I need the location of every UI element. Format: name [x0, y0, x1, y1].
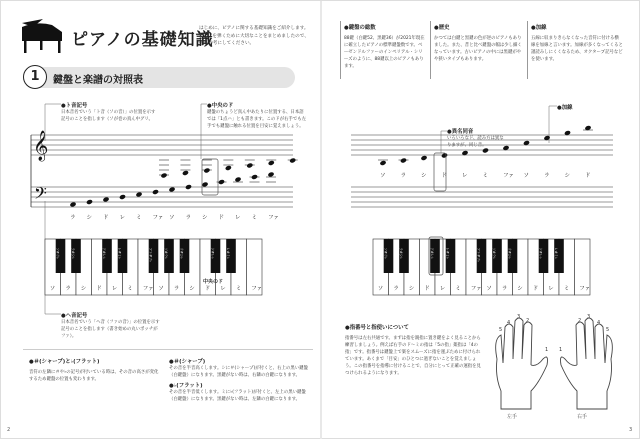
- finger-number: 2: [578, 318, 582, 324]
- note-label: ド: [441, 173, 448, 179]
- note-label: ソ: [169, 215, 175, 221]
- fingering-title: ●指番号と指使いについて: [345, 325, 409, 331]
- white-key-label: レ: [220, 286, 226, 292]
- note-label: ド: [103, 215, 109, 221]
- accidentals-box: [29, 357, 161, 383]
- note-label: ミ: [136, 215, 142, 221]
- middle-c-highlight: [202, 159, 218, 195]
- black-key-label: ファ#ソ♭: [148, 247, 153, 263]
- ledger-label: ●加線: [557, 105, 573, 111]
- bass-note: [86, 199, 93, 205]
- bass-note: [152, 189, 159, 195]
- bass-note: [234, 177, 241, 183]
- black-key-label: レ#ミ♭: [117, 247, 122, 259]
- note-label: ラ: [70, 215, 76, 221]
- bass-note: [119, 194, 126, 200]
- white-key-label: ソ: [377, 286, 384, 292]
- treble-title: ●ト音記号: [61, 103, 88, 109]
- finger-number: 4: [507, 320, 511, 326]
- accidentals-title: ●＃(シャープ)と♭(フラット): [29, 359, 100, 365]
- same-sound-title: ●異名同音: [447, 129, 474, 135]
- black-key-label: ド#レ♭: [538, 247, 543, 259]
- note-label: レ: [119, 215, 126, 221]
- white-key-label: ソ: [158, 286, 164, 292]
- flat-title: ●♭(フラット): [169, 383, 203, 389]
- notes: [69, 125, 593, 207]
- note-label: シ: [86, 215, 93, 221]
- accidentals-rule: [23, 349, 313, 350]
- intro-text: はじめに、ピアノに関する基礎知識をご紹介します。ピアノを弾くために大切なことをまとめましたので、ぜひ参考にしてください。: [199, 26, 309, 46]
- treble-note: [379, 160, 386, 166]
- white-key-label: ファ: [251, 286, 263, 292]
- white-key-label: シ: [517, 286, 523, 292]
- sharp-title: ●＃(シャープ): [169, 359, 206, 365]
- bass-note: [69, 202, 76, 208]
- black-key-label: ソ#ラ♭: [164, 247, 169, 259]
- fingering-box: [345, 323, 481, 377]
- bass-text: 日本音名でいう「ヘ音（ファの音）」の位置を示す記号のことを指します（書き始めの丸いポッチがファ）。: [61, 320, 160, 339]
- bass-title: ●ヘ音記号: [61, 313, 88, 319]
- right-hand-label: 右手: [577, 414, 588, 420]
- middle-c-text: 鍵盤のちょうど真ん中あたりに位置する、日本語では「1点ハ」とも書きます。このドが右手でも左手でも鍵盤に触れる位置を目安に覚えましょう。: [207, 110, 307, 129]
- sharp-box: [169, 357, 311, 403]
- finger-number: 5: [606, 327, 610, 333]
- sharp-text: その音を半音高くします。シに＃(シャープ)が付くと、右上の黒い鍵盤（白鍵盤）になります。黒鍵がない時は、右隣の白鍵になります。: [169, 366, 308, 378]
- treble-text: 日本音名でいう「ト音（ソの音）」の位置を示す記号のことを指します（ソが巻の真ん中グリ。: [61, 110, 156, 122]
- black-key-label: ド#レ♭: [430, 247, 435, 259]
- note-label: レ: [235, 215, 241, 221]
- black-key-label: ラ#シ♭: [399, 247, 404, 259]
- black-key-label: ラ#シ♭: [71, 247, 76, 259]
- page-title: ピアノの基礎知識: [71, 30, 214, 50]
- note-label: ファ: [268, 215, 279, 221]
- info-ledger-title: ●加線: [531, 25, 547, 31]
- white-key-label: ミ: [563, 286, 570, 292]
- note-labels: [70, 172, 591, 221]
- treble-note: [268, 160, 275, 166]
- white-key-label: ラ: [501, 286, 508, 292]
- white-key-label: ソ: [486, 286, 492, 292]
- bass-note: [251, 174, 258, 180]
- treble-note: [246, 163, 253, 169]
- note-label: ラ: [400, 173, 407, 179]
- keyboard-left: [45, 239, 262, 295]
- finger-number: 4: [597, 320, 601, 326]
- treble-note: [400, 158, 407, 164]
- white-key-label: ド: [204, 286, 211, 292]
- note-label: ソ: [523, 173, 530, 179]
- black-key-label: ド#レ♭: [102, 247, 107, 259]
- note-label: シ: [202, 215, 208, 221]
- note-label: ファ: [503, 173, 514, 179]
- white-key-label: ラ: [393, 286, 399, 292]
- info-ledger-text: 五線に収まりきらなくなった音符に付ける横線を加線と言います。加線が多くなってくると譜読みしにくくなるため、オクターブ記号などを使います。: [531, 36, 623, 62]
- treble-clef-icon: 𝄞: [33, 131, 49, 161]
- white-key-label: シ: [80, 286, 87, 292]
- white-key-label: シ: [189, 286, 195, 292]
- white-key-label: レ: [111, 286, 118, 292]
- black-key-label: ラ#シ♭: [507, 247, 512, 259]
- info-keys-title: ●鍵盤の総数: [344, 25, 376, 31]
- treble-note: [160, 173, 167, 179]
- black-key-label: レ#ミ♭: [554, 247, 559, 259]
- note-label: ド: [218, 215, 225, 221]
- leader-line: [201, 104, 207, 159]
- black-key-label: ソ#ラ♭: [492, 247, 497, 259]
- white-key-label: ミ: [455, 286, 461, 292]
- treble-note: [225, 165, 232, 171]
- note-label: ミ: [482, 173, 489, 179]
- white-key-label: ド: [96, 286, 102, 292]
- right-hand-outline: [561, 318, 613, 409]
- black-key-label: レ#ミ♭: [445, 247, 450, 259]
- page-number-right: 3: [629, 427, 633, 433]
- enharmonic-highlight: [434, 153, 446, 191]
- bass-note: [201, 182, 208, 188]
- middle-c-key-label: 中央のド: [203, 279, 224, 285]
- finger-number: 1: [545, 347, 549, 353]
- white-key-label: ミ: [235, 286, 242, 292]
- middle-c-title: ●中央のド: [207, 103, 234, 109]
- white-key-label: ラ: [173, 286, 180, 292]
- finger-number: 2: [526, 318, 530, 324]
- note-label: シ: [564, 173, 571, 179]
- bass-note: [218, 179, 225, 185]
- black-key-label: ド#レ♭: [210, 247, 215, 259]
- same-sound-text: いろいろなド、読み方は異なりますが、同じ音。: [447, 136, 504, 148]
- section-number: 1: [23, 65, 47, 89]
- finger-number: 1: [559, 347, 563, 353]
- bass-note: [267, 172, 274, 178]
- treble-note: [182, 170, 189, 176]
- treble-note: [420, 155, 427, 161]
- bass-clef-icon: 𝄢: [34, 183, 47, 207]
- finger-number: 3: [517, 314, 521, 320]
- black-key-label: ラ#シ♭: [179, 247, 184, 259]
- white-key-label: ファ: [470, 286, 482, 292]
- bass-note: [185, 184, 192, 190]
- info-history-title: ●歴史: [434, 25, 450, 31]
- white-key-label: ファ: [142, 286, 154, 292]
- white-key-label: ソ: [49, 286, 56, 292]
- info-history-text: かつては白鍵と黒鍵の色が逆のピアノもありました。また、昔と比べ鍵盤の幅は少し細くなっています。古いピアノの中には黒鍵がやや狭いタイプもあります。: [434, 36, 522, 62]
- white-key-label: シ: [408, 286, 415, 292]
- treble-note: [441, 153, 448, 159]
- note-label: ラ: [185, 215, 192, 221]
- black-key-label: ソ#ラ♭: [55, 247, 60, 259]
- section-title: 鍵盤と楽譜の対照表: [53, 75, 143, 86]
- white-key-label: レ: [548, 286, 554, 292]
- white-key-label: ド: [424, 286, 430, 292]
- keyboard-right: [373, 237, 590, 295]
- bass-note: [135, 192, 142, 198]
- page-number-left: 2: [7, 427, 11, 433]
- bass-note: [102, 197, 109, 203]
- fingering-text: 指番号は左右共通です。まずは指を親指に置き鍵をよく見ることから練習しましょう。例えば右手のド〜ミの指は「5の指」薬指は「4の指」です。指番号は鍵盤上で楽をスムーズに指を運ぶために付けられています。あくまで「目安」のひとつに過ぎないことを覚えましょう。この指番号を指導に付けることで、自分にとって正確の運指を見つけられるようになります。: [345, 336, 481, 376]
- white-key-label: ラ: [65, 286, 71, 292]
- treble-note: [482, 148, 489, 154]
- white-key-label: ファ: [579, 286, 591, 292]
- treble-note: [203, 168, 210, 174]
- black-key-label: ソ#ラ♭: [383, 247, 388, 259]
- note-label: シ: [421, 173, 427, 179]
- accidentals-text: 音符の左隣に＃や♭の記号が付いている時は、その音の高さが変化するため鍵盤の位置も変わります。: [29, 370, 159, 382]
- hands-illustration: [487, 309, 621, 419]
- left-hand-label: 左手: [507, 414, 518, 420]
- black-key-label: レ#ミ♭: [226, 247, 231, 259]
- treble-note: [289, 158, 296, 164]
- black-key-label: ファ#ソ♭: [476, 247, 481, 263]
- finger-number: 3: [587, 314, 591, 320]
- info-keys-text: 88鍵（白鍵52、黒鍵36）が2021年現在に確立したピアノの標準鍵盤数です。ベーゼンドルファーのインペリアル・シリーズのように、88鍵以上のピアノもあります。: [344, 36, 425, 69]
- left-hand-outline: [496, 318, 548, 409]
- leader-line: [549, 106, 557, 143]
- note-label: ミ: [251, 215, 258, 221]
- white-key-label: ミ: [127, 286, 133, 292]
- note-label: ソ: [380, 173, 386, 179]
- note-label: レ: [462, 173, 468, 179]
- flat-text: その音を半音低くします。ミに♭(フラット)が付くと、左上の黒い鍵盤（白鍵盤）になります。黒鍵がない時は、左隣の白鍵になります。: [169, 390, 306, 402]
- note-label: ド: [585, 173, 591, 179]
- bass-note: [168, 187, 175, 193]
- note-label: ラ: [544, 173, 550, 179]
- finger-number: 5: [499, 327, 503, 333]
- note-label: ファ: [152, 215, 164, 221]
- white-key-label: ド: [532, 286, 539, 292]
- white-key-label: レ: [439, 286, 446, 292]
